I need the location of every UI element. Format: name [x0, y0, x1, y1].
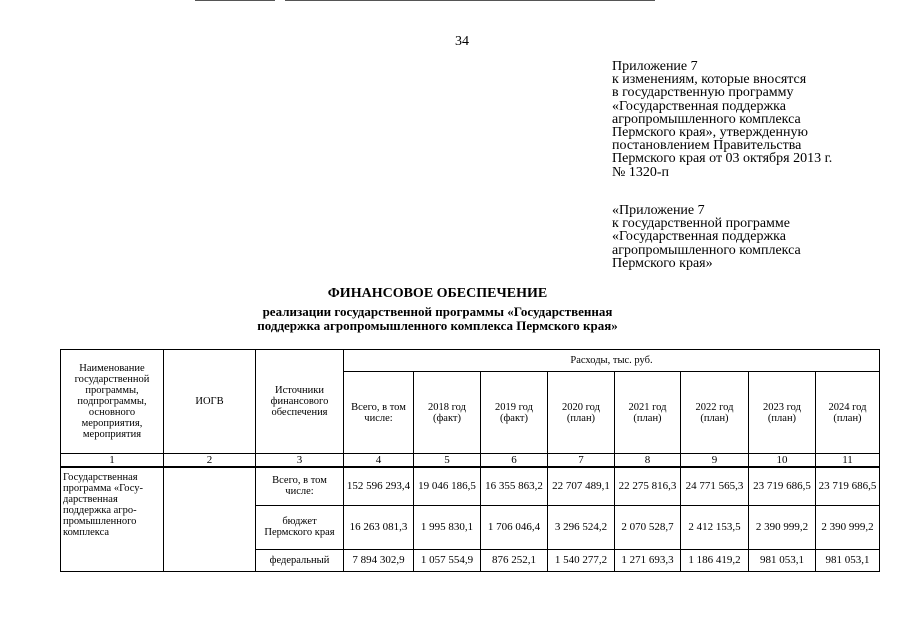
header-2018: 2018 год (факт)	[414, 372, 481, 454]
page-number: 34	[455, 34, 469, 49]
appendix-line: в государственную программу	[612, 85, 794, 101]
value-cell: 152 596 293,4	[344, 467, 414, 505]
financing-table	[60, 349, 880, 572]
header-funding-sources: Источники финансового обеспечения	[256, 350, 344, 454]
appendix-line: к изменениям, которые вносятся	[612, 72, 807, 88]
appendix-line: Пермского края»	[612, 255, 713, 271]
header-expenses: Расходы, тыс. руб.	[344, 350, 880, 372]
value-cell: 23 719 686,5	[816, 467, 880, 505]
column-number-row	[61, 454, 880, 468]
value-cell: 1 057 554,9	[414, 549, 481, 571]
appendix-line: № 1320-п	[612, 164, 670, 180]
iogv-cell	[164, 467, 256, 571]
value-cell: 981 053,1	[816, 549, 880, 571]
column-number: 2	[164, 454, 256, 468]
value-cell: 2 390 999,2	[749, 505, 816, 549]
header-2022: 2022 год (план)	[681, 372, 749, 454]
column-number: 4	[344, 454, 414, 468]
document-title: ФИНАНСОВОЕ ОБЕСПЕЧЕНИЕ	[327, 286, 548, 301]
value-cell: 19 046 186,5	[414, 467, 481, 505]
value-cell: 1 706 046,4	[481, 505, 548, 549]
value-cell: 22 275 816,3	[615, 467, 681, 505]
value-cell: 1 271 693,3	[615, 549, 681, 571]
appendix-line: агропромышленного комплекса	[612, 111, 801, 127]
table-row	[61, 467, 880, 505]
source-cell: бюджет Пермского края	[256, 505, 344, 549]
column-number: 11	[816, 454, 880, 468]
program-name-cell: Государственная программа «Госу-дарственная поддержка агро-промышленного комплекса	[61, 467, 164, 571]
header-iogv: ИОГВ	[164, 350, 256, 454]
top-edge-lines	[0, 0, 905, 2]
appendix-line: постановлением Правительства	[612, 138, 802, 154]
appendix-line: «Государственная поддержка	[612, 229, 786, 245]
appendix-line: «Государственная поддержка	[612, 98, 786, 114]
header-total: Всего, в том числе:	[344, 372, 414, 454]
header-2021: 2021 год (план)	[615, 372, 681, 454]
appendix-line: Пермского края», утвержденную	[612, 125, 808, 141]
value-cell: 1 540 277,2	[548, 549, 615, 571]
value-cell: 2 390 999,2	[816, 505, 880, 549]
appendix-line: агропромышленного комплекса	[612, 242, 801, 258]
column-number: 8	[615, 454, 681, 468]
subtitle-line: поддержка агропромышленного комплекса Пермского края»	[257, 318, 618, 333]
source-cell: федеральный	[256, 549, 344, 571]
source-cell: Всего, в том числе:	[256, 467, 344, 505]
value-cell: 1 186 419,2	[681, 549, 749, 571]
header-2024: 2024 год (план)	[816, 372, 880, 454]
column-number: 3	[256, 454, 344, 468]
value-cell: 876 252,1	[481, 549, 548, 571]
appendix-line: Пермского края от 03 октября 2013 г.	[612, 151, 833, 167]
column-number: 9	[681, 454, 749, 468]
header-2023: 2023 год (план)	[749, 372, 816, 454]
subtitle-line: реализации государственной программы «Государственная	[262, 304, 613, 319]
value-cell: 22 707 489,1	[548, 467, 615, 505]
appendix-line: Приложение 7	[612, 59, 698, 74]
value-cell: 2 412 153,5	[681, 505, 749, 549]
appendix-line: «Приложение 7	[612, 203, 705, 218]
value-cell: 7 894 302,9	[344, 549, 414, 571]
column-number: 5	[414, 454, 481, 468]
column-number: 7	[548, 454, 615, 468]
appendix-note-original	[612, 204, 902, 270]
value-cell: 3 296 524,2	[548, 505, 615, 549]
appendix-note	[612, 60, 902, 179]
column-number: 6	[481, 454, 548, 468]
header-2020: 2020 год (план)	[548, 372, 615, 454]
value-cell: 2 070 528,7	[615, 505, 681, 549]
value-cell: 1 995 830,1	[414, 505, 481, 549]
value-cell: 16 355 863,2	[481, 467, 548, 505]
value-cell: 24 771 565,3	[681, 467, 749, 505]
value-cell: 16 263 081,3	[344, 505, 414, 549]
value-cell: 981 053,1	[749, 549, 816, 571]
document-subtitle	[0, 305, 890, 333]
header-program-name: Наименование государственной программы, подпрограммы, основного мероприятия, мероприятия	[61, 350, 164, 454]
value-cell: 23 719 686,5	[749, 467, 816, 505]
column-number: 10	[749, 454, 816, 468]
appendix-line: к государственной программе	[612, 216, 790, 232]
column-number: 1	[61, 454, 164, 468]
header-2019: 2019 год (факт)	[481, 372, 548, 454]
